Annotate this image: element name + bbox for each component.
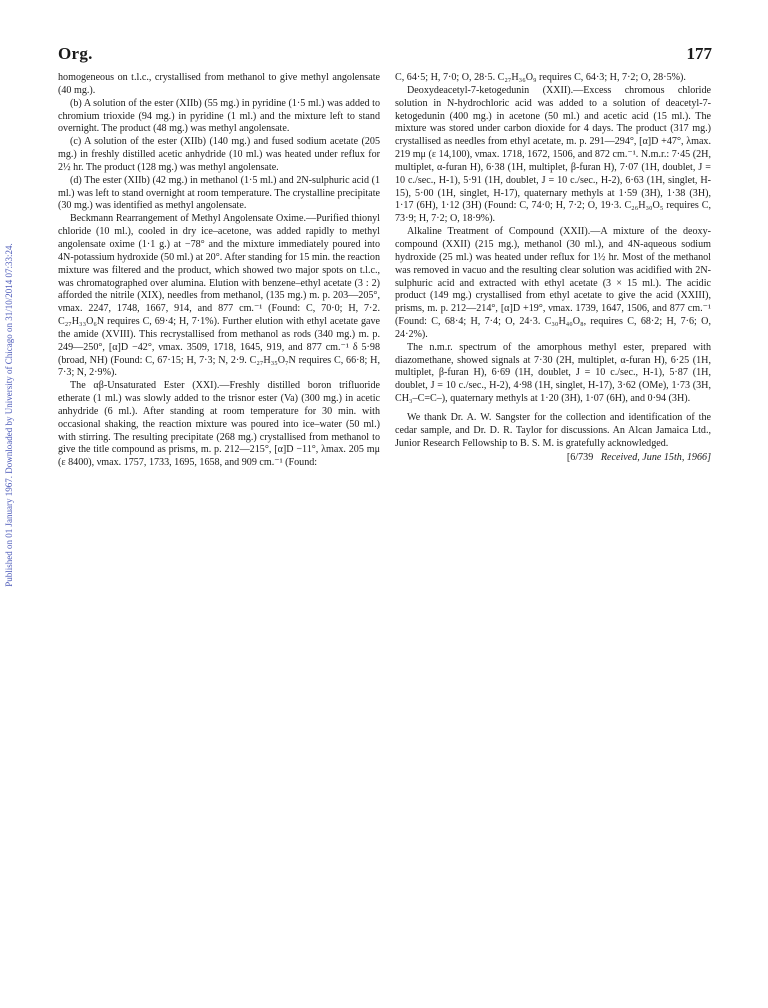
paragraph: (b) A solution of the ester (XIIb) (55 mg.) in pyridine (1·5 ml.) was added to chromium trioxide (94 mg.) in pyridine (1 ml.) and the mixture left to stand overnight. The product (48 mg.) was methyl angolensate. <box>58 97 380 135</box>
right-column <box>395 72 711 465</box>
reference-code: [6/739 <box>566 452 594 464</box>
left-column <box>58 72 380 470</box>
page-header <box>58 44 712 64</box>
journal-name: Org. <box>58 44 93 63</box>
received-line <box>395 452 711 465</box>
received-date: Received, June 15th, 1966] <box>600 452 711 464</box>
paragraph: homogeneous on t.l.c., crystallised from methanol to give methyl angolensate (40 mg.). <box>58 72 380 96</box>
paragraph: C, 64·5; H, 7·0; O, 28·5. C₂₇H₃₆O₉ requires C, 64·3; H, 7·2; O, 28·5%). <box>395 72 686 83</box>
download-watermark-text: Published on 01 January 1967. Downloaded by University of Chicago on 31/10/2014 07:33:24. <box>4 243 14 587</box>
paragraph: Beckmann Rearrangement of Methyl Angolensate Oxime.—Purified thionyl chloride (10 ml.), cooled in dry ice–acetone, was added rapidly to methyl angolensate oxime (1·1 g.) at −78° and the mixture immediately poured into 4N-potassium hydroxide (50 ml.) at 20°. After standing for 15 min. the reaction mixture was filtered and the product, which showed two major spots on t.l.c., was chromatographed over alumina. Elution with benzene–ethyl acetate (3 : 2) afforded the nitrile (XIX), needles from methanol, (135 mg.) m. p. 203—205°, νmax. 2247, 1748, 1667, 914, and 877 cm.⁻¹ (Found: C, 70·0; H, 7·2. C₂₇H₃₃O₆N requires C, 69·4; H, 7·1%). Further elution with ethyl acetate gave the amide (XVIII). This recrystallised from methanol as rods (340 mg.) m. p. 249—250°, [α]D −42°, νmax. 3509, 1718, 1645, 919, and 877 cm.⁻¹ δ 5·98 (broad, NH) (Found: C, 67·15; H, 7·3; N, 2·9. C₂₇H₃₅O₇N requires C, 66·8; H, 7·3; N, 2·9%). <box>58 213 380 379</box>
download-watermark <box>2 150 16 680</box>
paragraph: Alkaline Treatment of Compound (XXII).—A mixture of the deoxy-compound (XXII) (215 mg.), methanol (30 ml.), and 4N-aqueous sodium hydroxide (25 ml.) was heated under reflux for 1½ hr. Most of the methanol was removed in vacuo and the resulting clear solution was acidified with 2N-sulphuric acid and extracted with ethyl acetate (3 × 15 ml.). The acidic product (149 mg.) crystallised from ethyl acetate to give the acid (XXIII), prisms, m. p. 212—214°, [α]D +19°, νmax. 1739, 1647, 1506, and 877 cm.⁻¹ (Found: C, 68·4; H, 7·4; O, 24·3. C₃₀H₄₀O₈, requires C, 68·2; H, 7·6; O, 24·2%). <box>395 226 711 340</box>
paragraph: The n.m.r. spectrum of the amorphous methyl ester, prepared with diazomethane, showed signals at 7·30 (2H, multiplet, α-furan H), 6·25 (1H, multiplet, β-furan H), 6·69 (1H, doublet, J = 10 c./sec., H-1), 5·87 (1H, doublet, J = 10 c./sec., H-2), 4·98 (1H, singlet, H-17), 3·62 (OMe), 1·73 (3H, CH₃–C=C–), quaternary methyls at 1·20 (3H), 1·07 (6H), and 0·94 (3H). <box>395 341 711 405</box>
paragraph: (c) A solution of the ester (XIIb) (140 mg.) and fused sodium acetate (205 mg.) in freshly distilled acetic anhydride (10 ml.) was heated under reflux for 2½ hr. The product (128 mg.) was methyl angolensate. <box>58 136 380 173</box>
paragraph: Deoxydeacetyl-7-ketogedunin (XXII).—Excess chromous chloride solution in N-hydrochloric acid was added to a solution of deacetyl-7-ketogedunin (400 mg.) in acetone (50 ml.) and acetic acid (15 ml.). The mixture was stored under carbon dioxide for 4 days. The product (317 mg.) crystallised as needles from ethyl acetate, m. p. 291—294°, [α]D +47°, λmax. 219 mμ (ε 14,100), νmax. 1718, 1672, 1506, and 872 cm.⁻¹. N.m.r.: 7·45 (2H, multiplet, α-furan H), 6·38 (1H, multiplet, β-furan H), 7·07 (1H, doublet, J = 10 c./sec., H-1), 5·91 (1H, doublet, J = 10 c./sec., H-2), 6·63 (1H, singlet, H-15), 5·00 (1H, singlet, H-17), quaternary methyls at 1·59 (3H), 1·38 (3H), 1·17 (6H), 1·12 (3H) (Found: C, 74·0; H, 7·2; O, 19·3. C₂₆H₃₀O₅ requires C, 73·9; H, 7·2; O, 18·9%). <box>395 84 711 225</box>
page-number: 177 <box>686 44 712 63</box>
paragraph: The αβ-Unsaturated Ester (XXI).—Freshly distilled boron trifluoride etherate (1 ml.) was slowly added to the trisnor ester (Va) (300 mg.) in acetic anhydride (6 ml.). After standing at room temperature for 30 min. with occasional shaking, the reaction mixture was poured into ice–water (50 ml.) with stirring. The resulting precipitate (268 mg.) crystallised from methanol to give the title compound as prisms, m. p. 212—215°, [α]D −11°, λmax. 205 mμ (ε 8400), νmax. 1757, 1733, 1695, 1658, and 909 cm.⁻¹ (Found: <box>58 380 380 469</box>
paragraph: (d) The ester (XIIb) (42 mg.) in methanol (1·5 ml.) and 2N-sulphuric acid (1 ml.) was left to stand overnight at room temperature. The crystalline precipitate (30 mg.) was identified as methyl angolensate. <box>58 174 380 212</box>
acknowledgement-paragraph: We thank Dr. A. W. Sangster for the collection and identification of the cedar sample, and Dr. D. R. Taylor for discussions. An Alcan Jamaica Ltd., Junior Research Fellowship to B. S. M. is gratefully acknowledged. <box>395 411 711 449</box>
